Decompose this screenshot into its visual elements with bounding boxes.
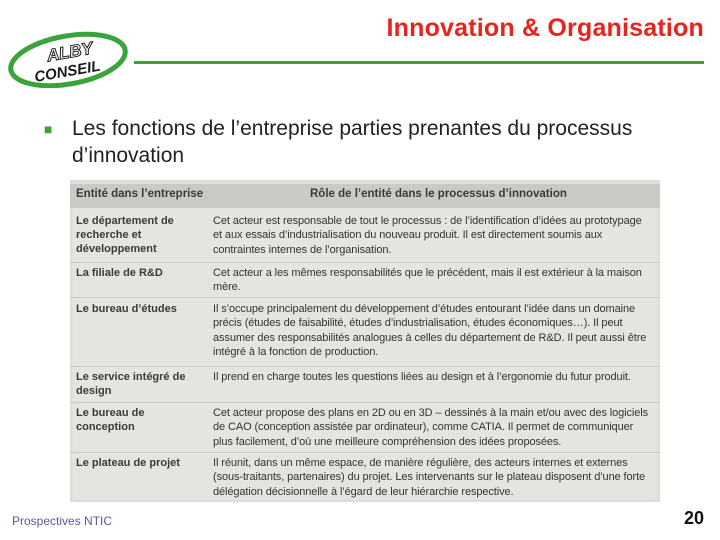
row-divider bbox=[70, 366, 660, 367]
row-role: Cet acteur a les mêmes responsabilités que le précédent, mais il est extérieur à la maison mère. bbox=[213, 267, 642, 294]
footer-source: Prospectives NTIC bbox=[12, 514, 113, 528]
row-divider bbox=[70, 402, 660, 403]
row-divider bbox=[70, 297, 660, 298]
row-divider bbox=[70, 452, 660, 453]
page-number: 20 bbox=[683, 508, 704, 528]
title-rule bbox=[134, 61, 704, 64]
alby-conseil-logo bbox=[8, 30, 132, 88]
row-entity: Le département de recherche et développement bbox=[76, 215, 174, 255]
svg-text:CONSEIL: CONSEIL bbox=[33, 57, 102, 86]
row-divider bbox=[70, 262, 660, 263]
row-role: Il prend en charge toutes les questions liées au design et à l’ergonomie du futur produit. bbox=[213, 371, 631, 383]
row-entity: Le bureau d’études bbox=[76, 303, 177, 315]
row-role: Cet acteur propose des plans en 2D ou en 3D – dessinés à la main et/ou avec des logiciels de CAO (conception assistée par ordinateur), comme CATIA. Il permet de communiquer plus facilement, d’où une meilleure compréhension des idées proposées. bbox=[213, 407, 649, 448]
svg-text:ALBY: ALBY bbox=[45, 38, 95, 66]
row-role: Il s’occupe principalement du développement d’études entourant l’idée dans un domaine précis (études de faisabilité, études d’industrialisation, études économiques…). Il peut assumer des responsabilités analogues à celles du département de R&D. Il peut aussi être intégré à la fonction de production. bbox=[213, 303, 647, 359]
bullet-marker: ■ bbox=[44, 121, 53, 137]
row-entity: La filiale de R&D bbox=[76, 267, 163, 279]
row-role: Il réunit, dans un même espace, de manière régulière, des acteurs internes et externes (sous-traitants, partenaires) du projet. Les intervenants sur le plateau disposent d’une forte délégation décisionnelle à l’égard de leur hiérarchie respective. bbox=[213, 457, 646, 498]
page-title: Innovation & Organisation bbox=[386, 14, 704, 42]
row-entity: Le service intégré de design bbox=[76, 371, 186, 397]
row-entity: Le bureau de conception bbox=[76, 407, 145, 433]
scanned-table bbox=[70, 180, 660, 502]
row-entity: Le plateau de projet bbox=[76, 457, 180, 469]
table-header-role: Rôle de l’entité dans le processus d’innovation bbox=[310, 188, 567, 200]
row-role: Cet acteur est responsable de tout le processus : de l’identification d’idées au prototypage et aux essais d’industrialisation du nouveau produit. Il est directement soumis aux contraintes internes de l’organisation. bbox=[213, 215, 642, 256]
bullet-text: Les fonctions de l’entreprise parties prenantes du processus d’innovation bbox=[72, 117, 633, 167]
table-header-entity: Entité dans l’entreprise bbox=[76, 188, 204, 200]
